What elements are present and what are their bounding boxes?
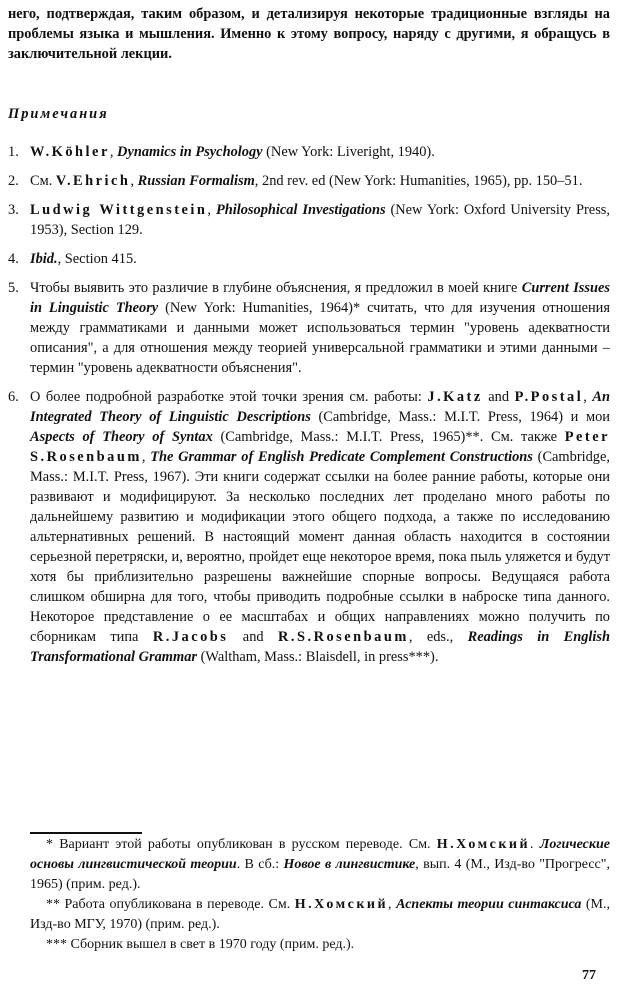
text-run: , (130, 173, 138, 189)
text-run: *** Сборник вышел в свет в 1970 году (прим. ред.). (46, 937, 355, 952)
note-text (30, 387, 610, 667)
text-run: . В сб.: (236, 857, 284, 872)
note-text (30, 142, 610, 162)
footnote (30, 935, 610, 955)
author-name: R.Jacobs (152, 629, 229, 645)
author-name: Ludwig Wittgenstein (30, 202, 208, 218)
note-text (30, 278, 610, 378)
author-name: J.Katz (427, 389, 483, 405)
text-run: * Вариант этой работы опубликован в русском переводе. См. (46, 837, 437, 852)
intro-paragraph: него, подтверждая, таким образом, и детализируя некоторые традиционные взгляды на проблемы языка и мышления. Именно к этому вопросу, наряду с другими, я обращусь в заключительной лекции. (8, 6, 610, 62)
text-run: ** Работа опубликована в переводе. См. (46, 897, 295, 912)
text-run: , вып. 4 (М., Изд-во "Прогресс", 1965) (прим. ред.). (30, 857, 610, 892)
text-run: , 2nd rev. ed (New York: Humanities, 1965), pp. 150–51. (254, 173, 583, 189)
work-title: Philosophical Investigations (215, 202, 386, 218)
author-name: Н.Хомский (436, 837, 531, 852)
text-run: (Waltham, Mass.: Blaisdell, in press***). (197, 649, 439, 665)
note-item (8, 200, 610, 240)
text-run: , (388, 897, 397, 912)
work-title: Логические основы лингвистической теории (30, 837, 610, 872)
note-text (30, 200, 610, 240)
note-item (8, 278, 610, 378)
note-number: 6. (8, 389, 19, 405)
page-number: 77 (582, 968, 596, 983)
text-run: , eds., (408, 629, 468, 645)
work-title: Russian Formalism (137, 173, 255, 189)
footnote (30, 835, 610, 895)
text-run: (New York: Oxford University Press, 1953), Section 129. (30, 202, 610, 238)
work-title: Аспекты теории синтаксиса (396, 897, 582, 912)
text-run: , (109, 144, 118, 160)
note-number: 3. (8, 202, 19, 218)
note-number: 2. (8, 173, 19, 189)
author-name: Peter S.Rosenbaum (30, 429, 610, 465)
notes-list (8, 142, 610, 667)
text-run: . (530, 837, 540, 852)
author-name: P.Postal (514, 389, 584, 405)
note-text (30, 249, 610, 269)
text-run: (Cambridge, Mass.: M.I.T. Press, 1965)**. См. также (212, 429, 565, 445)
note-item (8, 171, 610, 191)
text-run: and (228, 629, 278, 645)
notes-heading: Примечания (8, 106, 109, 122)
work-title: Ibid. (30, 251, 58, 267)
footnote-divider (30, 832, 142, 834)
work-title: Aspects of Theory of Syntax (30, 429, 213, 445)
text-run: , Section 415. (57, 251, 137, 267)
work-title: Новое в лингвистике (283, 857, 416, 872)
text-run: См. (30, 173, 56, 189)
work-title: Readings in English Transformational Grammar (30, 629, 610, 665)
text-run: and (482, 389, 515, 405)
footnotes (30, 832, 610, 955)
text-run: (М., Изд-во МГУ, 1970) (прим. ред.). (30, 897, 610, 932)
text-run: (New York: Humanities, 1964)* считать, что для изучения отношения между грамматиками и данными может использоваться термин "уровень адекватности описания", а для отношения между теорией универсальной грамматики и этими данными – термин "уровень адекватности объяснения". (30, 300, 610, 376)
note-item (8, 387, 610, 667)
author-name: Н.Хомский (294, 897, 389, 912)
work-title: Dynamics in Psychology (117, 144, 263, 160)
note-item (8, 142, 610, 162)
work-title: An Integrated Theory of Linguistic Descriptions (30, 389, 610, 425)
note-item (8, 249, 610, 269)
author-name: R.S.Rosenbaum (277, 629, 409, 645)
footnote (30, 895, 610, 935)
text-run: (Cambridge, Mass.: M.I.T. Press, 1967). Эти книги содержат ссылки на более ранние работы, которые они развивают и модифицируют. За несколько последних лет проделано много работы по дальнейшему развитию и модификации этого общего подхода, а также по исследованию альтернативных решений. В настоящий момент данная область находится в состоянии серьезной перетряски, и, вероятно, пройдет еще некоторое время, пока пыль уляжется и будут хотя бы приблизительно разрешены важнейшие спорные вопросы. Ведущаяся работа слишком обширна для того, чтобы приводить подробные ссылки в наброске типа данного. Некоторое представление о ее масштабах и общих направлениях можно получить по сборникам типа (30, 449, 610, 645)
text-run: (New York: Liveright, 1940). (262, 144, 435, 160)
text-run: , (141, 449, 151, 465)
text-run: Чтобы выявить это различие в глубине объяснения, я предложил в моей книге (30, 280, 522, 296)
note-number: 4. (8, 251, 19, 267)
text-run: , (583, 389, 593, 405)
note-number: 1. (8, 144, 19, 160)
text-run: , (207, 202, 216, 218)
author-name: W.Köhler (30, 144, 110, 160)
author-name: V.Ehrich (55, 173, 131, 189)
note-text (30, 171, 610, 191)
note-number: 5. (8, 280, 19, 296)
text-run: (Cambridge, Mass.: M.I.T. Press, 1964) и мои (310, 409, 611, 425)
work-title: The Grammar of English Predicate Complement Constructions (150, 449, 533, 465)
text-run: О более подробной разработке этой точки зрения см. работы: (30, 389, 428, 405)
work-title: Current Issues in Linguistic Theory (30, 280, 610, 316)
